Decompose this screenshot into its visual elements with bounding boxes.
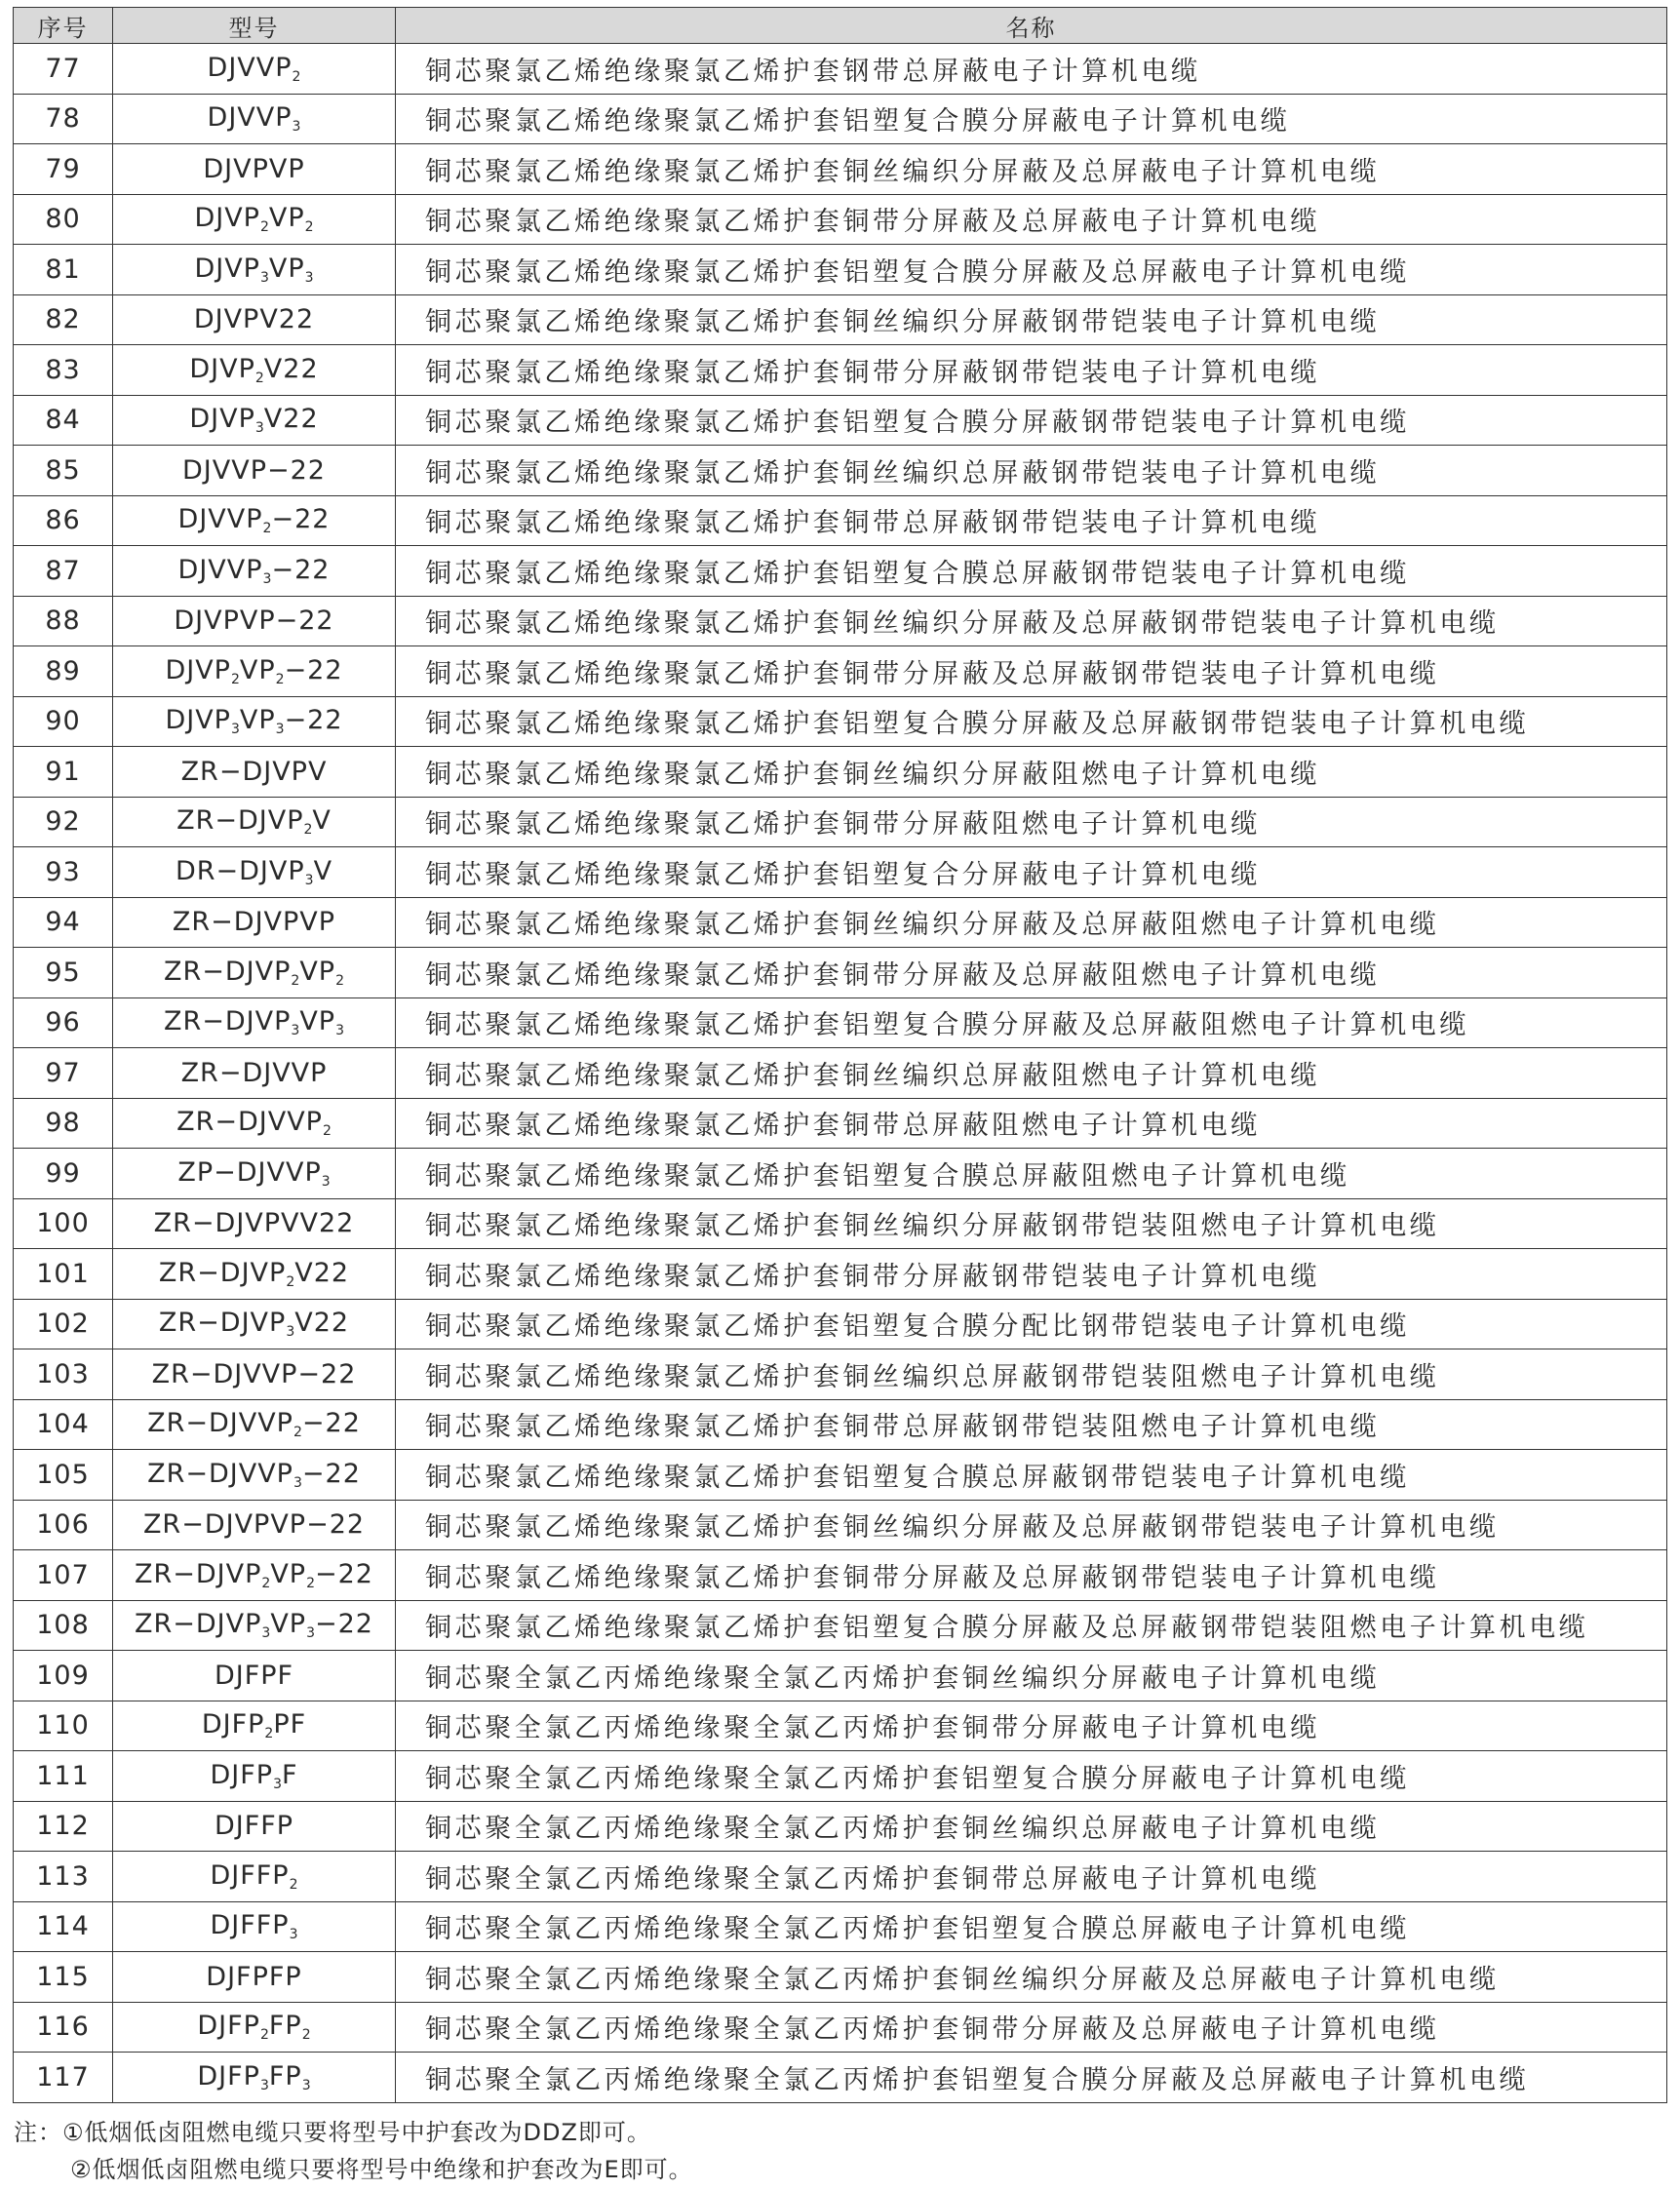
table-row [14,1751,1667,1802]
cell-serial-number: 105 [14,1450,113,1501]
table-row [14,1701,1667,1751]
cell-serial-number: 101 [14,1249,113,1300]
cell-serial-number: 98 [14,1098,113,1149]
model-subscript: 2 [262,521,272,537]
model-text: VP [239,705,276,736]
cell-model [113,1399,396,1450]
cell-name: 铜芯聚氯乙烯绝缘聚氯乙烯护套铜丝编织分屏蔽钢带铠装阻燃电子计算机电缆 [396,1198,1667,1249]
model-text: ZR−DJVPV [180,756,328,787]
model-text: ZR−DJVP [158,1308,287,1339]
model-subscript: 3 [254,420,264,437]
cell-name: 铜芯聚氯乙烯绝缘聚氯乙烯护套铜丝编织分屏蔽阻燃电子计算机电缆 [396,747,1667,798]
model-text: ZR−DJVPVV22 [153,1208,355,1239]
cell-serial-number: 106 [14,1500,113,1550]
cell-name: 铜芯聚氯乙烯绝缘聚氯乙烯护套铜带分屏蔽钢带铠装电子计算机电缆 [396,345,1667,396]
model-subscript: 3 [304,269,314,286]
model-text: −22 [271,554,331,585]
table-row [14,596,1667,646]
model-text: FP [268,2011,302,2042]
cell-serial-number: 79 [14,144,113,195]
model-subscript: 2 [264,1726,274,1742]
table-row [14,1349,1667,1400]
model-subscript: 2 [275,671,285,687]
cell-model [113,1600,396,1651]
cell-serial-number: 107 [14,1550,113,1601]
table-row [14,1651,1667,1701]
cell-name: 铜芯聚氯乙烯绝缘聚氯乙烯护套铝塑复合膜分屏蔽及总屏蔽阻燃电子计算机电缆 [396,997,1667,1048]
model-subscript: 3 [291,1023,300,1039]
cell-name: 铜芯聚氯乙烯绝缘聚氯乙烯护套铜丝编织分屏蔽及总屏蔽电子计算机电缆 [396,144,1667,195]
model-text: DJVPVP−22 [174,606,334,637]
table-row [14,495,1667,546]
model-text: DJVP [194,203,260,234]
table-row [14,395,1667,446]
table-row [14,1852,1667,1902]
header-name: 名称 [396,8,1667,44]
cell-serial-number: 92 [14,797,113,847]
model-text: ZR−DJVPVP−22 [142,1509,366,1541]
model-text: ZR−DJVP [135,1558,262,1589]
table-row [14,948,1667,998]
model-text: DJFFP [214,1811,294,1842]
model-text: DJVP [165,654,231,685]
model-subscript: 3 [273,1776,282,1792]
model-text: ZR−DJVP [176,805,304,837]
model-subscript: 3 [230,722,240,738]
table-row [14,1149,1667,1199]
cell-serial-number: 115 [14,1952,113,2003]
model-text: VP [270,1609,307,1640]
model-text: DJFPFP [206,1961,302,1992]
model-text: DJVVP−22 [182,454,326,486]
table-row [14,897,1667,948]
cell-serial-number: 111 [14,1751,113,1802]
cell-serial-number: 88 [14,596,113,646]
cell-serial-number: 94 [14,897,113,948]
table-row [14,847,1667,898]
cell-serial-number: 108 [14,1600,113,1651]
table-row [14,1450,1667,1501]
cell-name: 铜芯聚氯乙烯绝缘聚氯乙烯护套铜带分屏蔽及总屏蔽阻燃电子计算机电缆 [396,948,1667,998]
cell-model [113,1450,396,1501]
model-text: DJVPVP [203,153,305,184]
cell-model [113,1098,396,1149]
model-subscript: 2 [291,972,300,989]
model-subscript: 2 [286,1273,295,1290]
table-row [14,194,1667,245]
cell-serial-number: 87 [14,546,113,597]
cell-name: 铜芯聚氯乙烯绝缘聚氯乙烯护套铜带总屏蔽钢带铠装电子计算机电缆 [396,495,1667,546]
cell-model [113,2053,396,2103]
cell-model [113,446,396,496]
model-text: ZR−DJVVP [147,1408,293,1439]
cell-name: 铜芯聚全氯乙丙烯绝缘聚全氯乙丙烯护套铜丝编织总屏蔽电子计算机电缆 [396,1801,1667,1852]
table-row [14,1550,1667,1601]
model-text: −22 [315,1558,373,1589]
model-text: DJVPV22 [193,304,315,335]
cell-name: 铜芯聚氯乙烯绝缘聚氯乙烯护套铜带分屏蔽及总屏蔽电子计算机电缆 [396,194,1667,245]
cell-model [113,747,396,798]
model-text: VP [268,203,305,234]
model-text: ZR−DJVP [164,1006,292,1037]
model-text: V22 [294,1257,350,1288]
cell-serial-number: 77 [14,44,113,95]
model-text: ZR−DJVVP [176,1107,323,1138]
cell-model [113,646,396,697]
model-text: VP [239,654,276,685]
cell-serial-number: 82 [14,294,113,345]
model-text: ZR−DJVP [158,1257,287,1288]
model-text: DJVP [194,253,260,284]
cell-name: 铜芯聚氯乙烯绝缘聚氯乙烯护套铜丝编织总屏蔽钢带铠装阻燃电子计算机电缆 [396,1349,1667,1400]
table-row [14,294,1667,345]
model-text: VP [299,956,336,987]
model-text: ZR−DJVVP−22 [151,1358,357,1389]
table-row [14,1801,1667,1852]
model-text: DJFP [210,1759,274,1790]
cell-name: 铜芯聚氯乙烯绝缘聚氯乙烯护套铝塑复合分屏蔽电子计算机电缆 [396,847,1667,898]
model-subscript: 2 [304,219,314,236]
model-text: ZR−DJVVP [180,1057,328,1088]
model-text: FP [268,2060,302,2092]
cell-name: 铜芯聚氯乙烯绝缘聚氯乙烯护套铝塑复合膜分配比钢带铠装电子计算机电缆 [396,1299,1667,1349]
model-text: DJVP [165,705,231,736]
cell-serial-number: 80 [14,194,113,245]
model-subscript: 3 [275,722,285,738]
table-header-row [14,8,1667,44]
model-text: VP [268,253,305,284]
cable-model-table [13,7,1667,2103]
cell-name: 铜芯聚氯乙烯绝缘聚氯乙烯护套铝塑复合膜总屏蔽钢带铠装电子计算机电缆 [396,546,1667,597]
table-body [14,44,1667,2103]
model-text: V22 [294,1308,350,1339]
model-subscript: 3 [259,2077,269,2093]
cell-name: 铜芯聚氯乙烯绝缘聚氯乙烯护套铜带分屏蔽及总屏蔽钢带铠装电子计算机电缆 [396,1550,1667,1601]
cell-serial-number: 112 [14,1801,113,1852]
cell-model [113,1299,396,1349]
cell-name: 铜芯聚全氯乙丙烯绝缘聚全氯乙丙烯护套铜丝编织分屏蔽及总屏蔽电子计算机电缆 [396,1952,1667,2003]
cell-name: 铜芯聚全氯乙丙烯绝缘聚全氯乙丙烯护套铜丝编织分屏蔽电子计算机电缆 [396,1651,1667,1701]
model-subscript: 2 [289,1876,298,1893]
cell-serial-number: 95 [14,948,113,998]
cell-model [113,596,396,646]
model-subscript: 3 [289,1927,298,1943]
model-subscript: 3 [335,1023,344,1039]
header-model: 型号 [113,8,396,44]
cell-name: 铜芯聚氯乙烯绝缘聚氯乙烯护套铜带分屏蔽钢带铠装电子计算机电缆 [396,1249,1667,1300]
model-subscript: 3 [292,119,301,136]
cell-serial-number: 109 [14,1651,113,1701]
footnotes [14,2114,693,2188]
model-text: DJVVP [177,554,263,585]
table-row [14,747,1667,798]
table-row [14,1249,1667,1300]
cell-name: 铜芯聚全氯乙丙烯绝缘聚全氯乙丙烯护套铜带总屏蔽电子计算机电缆 [396,1852,1667,1902]
cell-serial-number: 116 [14,2002,113,2053]
footnote-2: ②低烟低卤阻燃电缆只要将型号中绝缘和护套改为E即可。 [70,2156,693,2183]
cell-serial-number: 78 [14,94,113,144]
model-subscript: 2 [259,2027,269,2044]
model-subscript: 2 [230,671,240,687]
table-row [14,646,1667,697]
model-text: DR−DJVP [175,855,305,886]
table-row [14,1500,1667,1550]
model-subscript: 2 [303,822,313,839]
cell-name: 铜芯聚氯乙烯绝缘聚氯乙烯护套铜丝编织总屏蔽阻燃电子计算机电缆 [396,1048,1667,1099]
model-text: ZR−DJVVP [147,1458,293,1489]
cell-name: 铜芯聚氯乙烯绝缘聚氯乙烯护套铜丝编织分屏蔽及总屏蔽钢带铠装电子计算机电缆 [396,1500,1667,1550]
table-row [14,997,1667,1048]
table-row [14,1299,1667,1349]
cell-model [113,1901,396,1952]
cell-model [113,94,396,144]
cell-name: 铜芯聚氯乙烯绝缘聚氯乙烯护套铜带总屏蔽阻燃电子计算机电缆 [396,1098,1667,1149]
model-text: DJVP [189,353,255,384]
cell-serial-number: 114 [14,1901,113,1952]
cell-serial-number: 90 [14,696,113,747]
model-text: V22 [263,404,319,435]
cell-serial-number: 89 [14,646,113,697]
table-row [14,446,1667,496]
cell-model [113,345,396,396]
model-text: DJVVP [207,52,293,83]
cell-serial-number: 86 [14,495,113,546]
cell-name: 铜芯聚氯乙烯绝缘聚氯乙烯护套铜丝编织分屏蔽及总屏蔽阻燃电子计算机电缆 [396,897,1667,948]
table-row [14,144,1667,195]
cell-model [113,144,396,195]
cell-name: 铜芯聚氯乙烯绝缘聚氯乙烯护套铜丝编织分屏蔽及总屏蔽钢带铠装电子计算机电缆 [396,596,1667,646]
cell-model [113,44,396,95]
cell-name: 铜芯聚氯乙烯绝缘聚氯乙烯护套铜带分屏蔽及总屏蔽钢带铠装电子计算机电缆 [396,646,1667,697]
cell-model [113,1198,396,1249]
cell-model [113,897,396,948]
model-text: −22 [301,1408,361,1439]
model-text: VP [270,1558,307,1589]
model-text: DJVP [189,404,255,435]
table-row [14,2002,1667,2053]
model-subscript: 3 [304,872,314,888]
table-row [14,1952,1667,2003]
cell-name: 铜芯聚氯乙烯绝缘聚氯乙烯护套钢带总屏蔽电子计算机电缆 [396,44,1667,95]
cell-model [113,997,396,1048]
cell-model [113,1249,396,1300]
cell-model [113,1550,396,1601]
cell-serial-number: 113 [14,1852,113,1902]
model-subscript: 2 [335,972,344,989]
model-text: DJVVP [207,102,293,134]
model-text: ZR−DJVP [164,956,292,987]
cell-model [113,245,396,295]
model-text: V [312,805,332,837]
cell-serial-number: 81 [14,245,113,295]
model-text: −22 [284,654,343,685]
cell-model [113,1048,396,1099]
model-subscript: 2 [292,68,301,85]
cell-name: 铜芯聚氯乙烯绝缘聚氯乙烯护套铝塑复合膜分屏蔽及总屏蔽钢带铠装电子计算机电缆 [396,696,1667,747]
cell-model [113,1500,396,1550]
cell-serial-number: 103 [14,1349,113,1400]
cell-model [113,847,396,898]
model-subscript: 3 [301,2077,311,2093]
model-text: DJFP [197,2060,260,2092]
model-subscript: 2 [261,1575,271,1591]
model-subscript: 3 [262,570,272,587]
model-text: DJFP [197,2011,260,2042]
cell-serial-number: 96 [14,997,113,1048]
cell-serial-number: 99 [14,1149,113,1199]
cell-serial-number: 83 [14,345,113,396]
model-text: F [281,1759,298,1790]
cell-name: 铜芯聚氯乙烯绝缘聚氯乙烯护套铝塑复合膜总屏蔽阻燃电子计算机电缆 [396,1149,1667,1199]
cell-name: 铜芯聚氯乙烯绝缘聚氯乙烯护套铝塑复合膜分屏蔽电子计算机电缆 [396,94,1667,144]
cell-name: 铜芯聚全氯乙丙烯绝缘聚全氯乙丙烯护套铝塑复合膜总屏蔽电子计算机电缆 [396,1901,1667,1952]
table-row [14,696,1667,747]
model-text: ZR−DJVPVP [172,907,336,938]
cell-model [113,1149,396,1199]
cell-model [113,495,396,546]
cell-model [113,797,396,847]
model-text: PF [273,1709,307,1740]
cell-name: 铜芯聚全氯乙丙烯绝缘聚全氯乙丙烯护套铜带分屏蔽及总屏蔽电子计算机电缆 [396,2002,1667,2053]
cell-name: 铜芯聚氯乙烯绝缘聚氯乙烯护套铜带分屏蔽阻燃电子计算机电缆 [396,797,1667,847]
cell-serial-number: 102 [14,1299,113,1349]
table-row [14,1198,1667,1249]
cell-model [113,1349,396,1400]
table-row [14,2053,1667,2103]
table-row [14,1048,1667,1099]
table-row [14,797,1667,847]
cable-model-table-sheet [13,7,1666,2103]
cell-model [113,948,396,998]
model-text: −22 [284,705,343,736]
model-subscript: 2 [293,1425,302,1441]
cell-name: 铜芯聚氯乙烯绝缘聚氯乙烯护套铜带总屏蔽钢带铠装阻燃电子计算机电缆 [396,1399,1667,1450]
cell-model [113,696,396,747]
cell-serial-number: 91 [14,747,113,798]
cell-name: 铜芯聚氯乙烯绝缘聚氯乙烯护套铜丝编织总屏蔽钢带铠装电子计算机电缆 [396,446,1667,496]
cell-model [113,1801,396,1852]
model-text: VP [299,1006,336,1037]
model-text: V [313,855,333,886]
cell-name: 铜芯聚氯乙烯绝缘聚氯乙烯护套铜丝编织分屏蔽钢带铠装电子计算机电缆 [396,294,1667,345]
cell-serial-number: 110 [14,1701,113,1751]
cell-model [113,1852,396,1902]
model-text: DJFP [201,1709,265,1740]
cell-serial-number: 85 [14,446,113,496]
cell-model [113,2002,396,2053]
table-row [14,345,1667,396]
table-row [14,1098,1667,1149]
cell-serial-number: 97 [14,1048,113,1099]
cell-name: 铜芯聚全氯乙丙烯绝缘聚全氯乙丙烯护套铝塑复合膜分屏蔽及总屏蔽电子计算机电缆 [396,2053,1667,2103]
model-subscript: 2 [254,370,264,386]
model-subscript: 3 [293,1474,302,1491]
model-text: DJFFP [210,1859,290,1891]
table-row [14,1901,1667,1952]
table-row [14,44,1667,95]
cell-model [113,1751,396,1802]
cell-model [113,1651,396,1701]
model-subscript: 3 [286,1324,295,1341]
table-row [14,1600,1667,1651]
footnote-1: 注：①低烟低卤阻燃电缆只要将型号中护套改为DDZ即可。 [14,2119,651,2146]
model-subscript: 3 [259,269,269,286]
model-text: −22 [271,504,331,535]
cell-serial-number: 104 [14,1399,113,1450]
model-text: −22 [301,1458,361,1489]
model-text: −22 [315,1609,373,1640]
cell-name: 铜芯聚全氯乙丙烯绝缘聚全氯乙丙烯护套铝塑复合膜分屏蔽电子计算机电缆 [396,1751,1667,1802]
cell-model [113,294,396,345]
header-serial-number: 序号 [14,8,113,44]
model-text: V22 [263,353,319,384]
model-subscript: 2 [306,1575,315,1591]
cell-model [113,546,396,597]
model-subscript: 2 [322,1123,332,1140]
cell-serial-number: 93 [14,847,113,898]
model-subscript: 3 [321,1173,331,1190]
table-row [14,245,1667,295]
cell-serial-number: 117 [14,2053,113,2103]
cell-serial-number: 100 [14,1198,113,1249]
cell-name: 铜芯聚氯乙烯绝缘聚氯乙烯护套铝塑复合膜分屏蔽及总屏蔽电子计算机电缆 [396,245,1667,295]
model-text: DJVVP [177,504,263,535]
cell-model [113,1701,396,1751]
cell-model [113,1952,396,2003]
cell-name: 铜芯聚氯乙烯绝缘聚氯乙烯护套铝塑复合膜分屏蔽及总屏蔽钢带铠装阻燃电子计算机电缆 [396,1600,1667,1651]
cell-model [113,395,396,446]
cell-name: 铜芯聚氯乙烯绝缘聚氯乙烯护套铝塑复合膜分屏蔽钢带铠装电子计算机电缆 [396,395,1667,446]
model-text: ZP−DJVVP [177,1156,322,1188]
cell-name: 铜芯聚全氯乙丙烯绝缘聚全氯乙丙烯护套铜带分屏蔽电子计算机电缆 [396,1701,1667,1751]
cell-serial-number: 84 [14,395,113,446]
model-text: DJFPF [214,1660,294,1691]
model-subscript: 3 [261,1625,271,1642]
model-text: ZR−DJVP [135,1609,262,1640]
model-subscript: 2 [301,2027,311,2044]
cell-model [113,194,396,245]
model-subscript: 2 [259,219,269,236]
table-row [14,94,1667,144]
model-subscript: 3 [306,1625,315,1642]
table-row [14,546,1667,597]
model-text: DJFFP [210,1910,290,1941]
table-row [14,1399,1667,1450]
cell-name: 铜芯聚氯乙烯绝缘聚氯乙烯护套铝塑复合膜总屏蔽钢带铠装电子计算机电缆 [396,1450,1667,1501]
